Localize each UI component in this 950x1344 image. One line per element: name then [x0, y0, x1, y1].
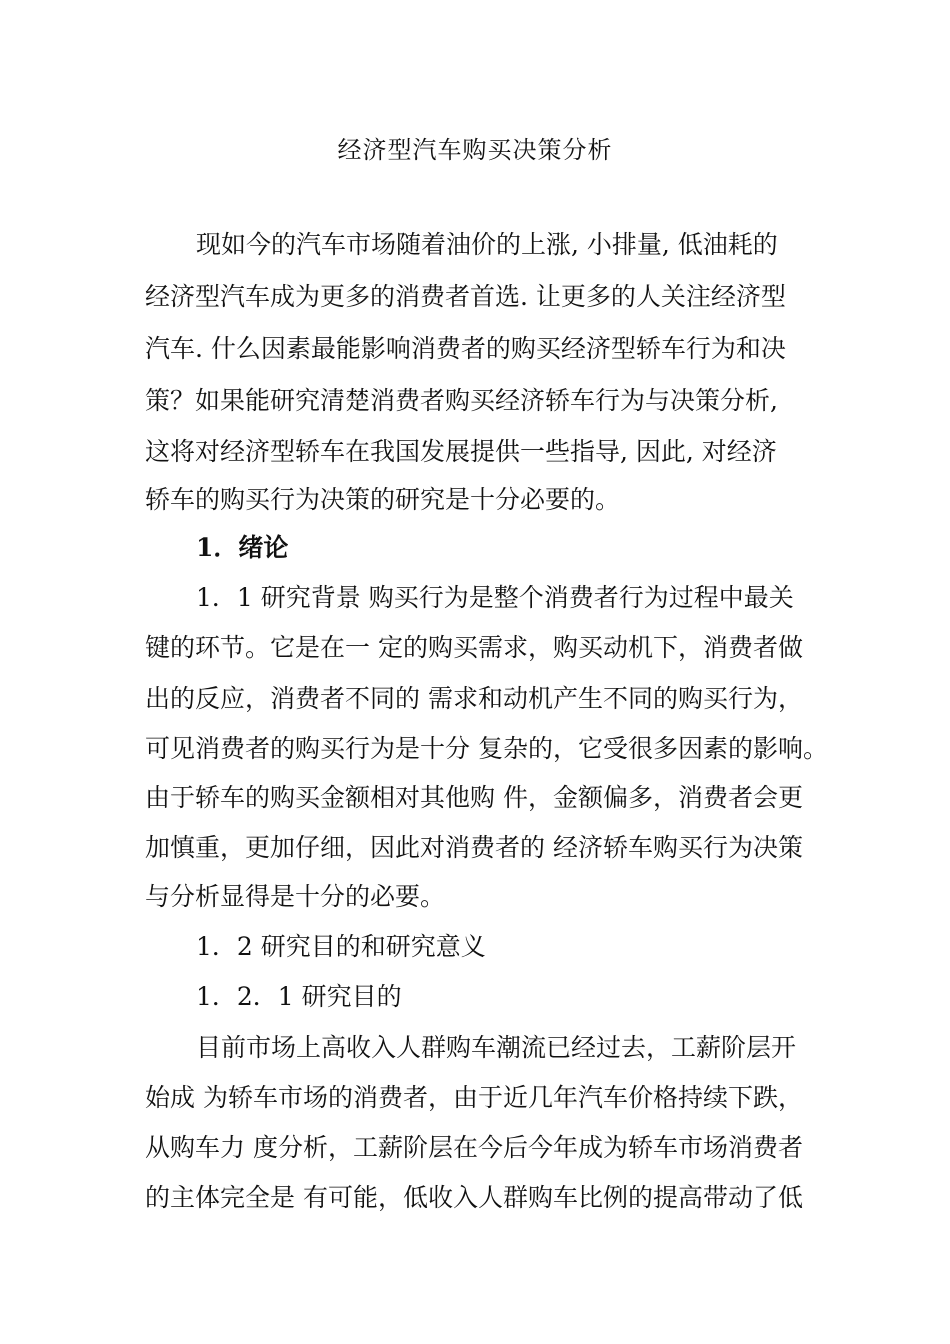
- paragraph-line: 经济型汽车成为更多的消费者首选. 让更多的人关注经济型: [145, 282, 786, 311]
- paragraph-line: 现如今的汽车市场随着油价的上涨, 小排量, 低油耗的: [196, 230, 778, 259]
- paragraph-line: 从购车力 度分析，工薪阶层在今后今年成为轿车市场消费者: [145, 1133, 803, 1162]
- paragraph-line: 始成 为轿车市场的消费者，由于近几年汽车价格持续下跌，: [145, 1083, 803, 1112]
- subsection-heading: 1．2 研究目的和研究意义: [196, 932, 486, 961]
- paragraph-line: 策？如果能研究清楚消费者购买经济轿车行为与决策分析,: [145, 386, 778, 415]
- paragraph-line: 1．1 研究背景 购买行为是整个消费者行为过程中最关: [196, 583, 794, 612]
- document-title: 经济型汽车购买决策分析: [337, 136, 613, 164]
- paragraph-line: 的主体完全是 有可能，低收入人群购车比例的提高带动了低: [145, 1183, 803, 1212]
- section-heading: 1．绪论: [196, 533, 289, 562]
- paragraph-line: 键的环节。它是在一 定的购买需求，购买动机下，消费者做: [145, 633, 803, 662]
- paragraph-line: 可见消费者的购买行为是十分 复杂的，它受很多因素的影响。: [145, 734, 828, 763]
- subsection-heading: 1．2．1 研究目的: [196, 982, 402, 1011]
- paragraph-line: 目前市场上高收入人群购车潮流已经过去，工薪阶层开: [196, 1033, 797, 1062]
- paragraph-line: 由于轿车的购买金额相对其他购 件，金额偏多，消费者会更: [145, 783, 803, 812]
- paragraph-line: 汽车. 什么因素最能影响消费者的购买经济型轿车行为和决: [145, 334, 786, 363]
- paragraph-line: 出的反应，消费者不同的 需求和动机产生不同的购买行为，: [145, 684, 803, 713]
- paragraph-line: 加慎重，更加仔细，因此对消费者的 经济轿车购买行为决策: [145, 833, 803, 862]
- paragraph-line: 与分析显得是十分的必要。: [145, 882, 446, 911]
- paragraph-line: 这将对经济型轿车在我国发展提供一些指导, 因此, 对经济: [145, 437, 777, 466]
- paragraph-line: 轿车的购买行为决策的研究是十分必要的。: [145, 485, 621, 514]
